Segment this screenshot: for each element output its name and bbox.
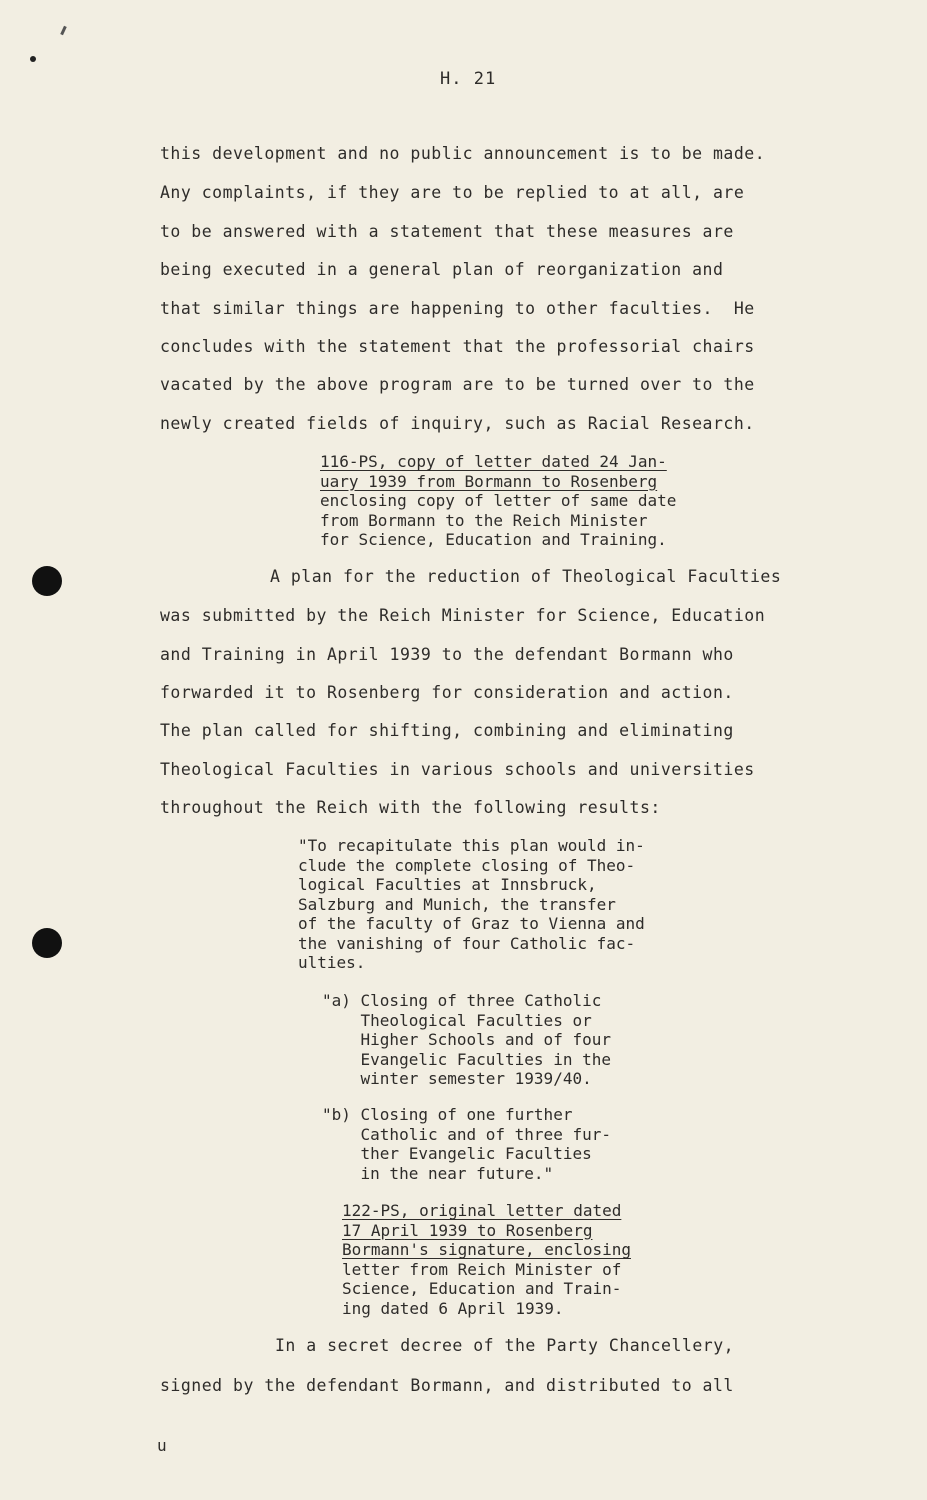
quote-item-b [322,1105,611,1183]
paragraph2-line: Theological Faculties in various schools and universities [160,760,755,779]
paragraph2-line: The plan called for shifting, combining and eliminating [160,721,734,740]
paragraph1-line: vacated by the above program are to be turned over to the [160,375,755,394]
citation-line: 116-PS, copy of letter dated 24 Jan- [320,452,667,471]
citation-line: letter from Reich Minister of [342,1259,622,1279]
footer-mark: u [157,1436,167,1455]
citation-line: 122-PS, original letter dated [342,1201,622,1220]
quote-line: Salzburg and Munich, the transfer [298,894,616,914]
quote-line: Theological Faculties or [322,1010,592,1030]
paragraph3-line: signed by the defendant Bormann, and distributed to all [160,1376,734,1395]
citation-line: ing dated 6 April 1939. [342,1298,564,1318]
citation-line: Science, Education and Train- [342,1279,622,1298]
citation-line: uary 1939 from Bormann to Rosenberg [320,471,658,491]
quote-line: clude the complete closing of Theo- [298,855,636,875]
paragraph2-line: and Training in April 1939 to the defendant Bormann who [160,645,734,664]
quote-line: "a) Closing of three Catholic [322,991,602,1010]
paragraph1-line: this development and no public announcement is to be made. [160,144,766,163]
quote-item-a [322,991,611,1089]
quote-line: "To recapitulate this plan would in- [298,836,645,855]
ink-mark [60,26,67,35]
quote-line: winter semester 1939/40. [322,1069,592,1088]
paragraph1-line: concludes with the statement that the professorial chairs [160,337,755,356]
citation-116-ps [320,452,676,550]
quote-line: Higher Schools and of four [322,1030,611,1049]
paragraph1-line: Any complaints, if they are to be replied to at all, are [160,183,745,202]
quote-line: ther Evangelic Faculties [322,1144,592,1163]
citation-line: enclosing copy of letter of same date [320,491,677,510]
paragraph3-first-line: In a secret decree of the Party Chancellery, [275,1336,735,1355]
citation-line: 17 April 1939 to Rosenberg [342,1220,593,1240]
citation-line: for Science, Education and Training. [320,530,667,549]
ink-dot [30,56,36,62]
paragraph2-line: was submitted by the Reich Minister for Science, Education [160,606,766,625]
quote-line: of the faculty of Graz to Vienna and [298,914,645,933]
citation-line: Bormann's signature, enclosing [342,1240,631,1259]
citation-122-ps [342,1201,631,1318]
quote-line: "b) Closing of one further [322,1105,573,1124]
paragraph2-line: throughout the Reich with the following results: [160,798,661,817]
quote-line: ulties. [298,953,366,972]
citation-line: from Bormann to the Reich Minister [320,510,648,530]
punch-hole-bottom [32,928,62,958]
quote-line: Catholic and of three fur- [322,1124,611,1144]
quote-line: logical Faculties at Innsbruck, [298,875,597,894]
paragraph1-line: that similar things are happening to other faculties. He [160,299,755,318]
paragraph2-line: forwarded it to Rosenberg for consideration and action. [160,683,734,702]
paragraph1-line: newly created fields of inquiry, such as Racial Research. [160,414,755,433]
paragraph2-first-line: A plan for the reduction of Theological Faculties [270,567,782,586]
quote-line: in the near future." [322,1163,554,1183]
quote-line: the vanishing of four Catholic fac- [298,933,636,953]
page-number: H. 21 [440,69,497,89]
quote-line: Evangelic Faculties in the [322,1049,611,1069]
quoted-passage [298,836,645,973]
paragraph1-line: to be answered with a statement that these measures are [160,222,734,241]
paragraph1-line: being executed in a general plan of reorganization and [160,260,724,279]
punch-hole-top [32,566,62,596]
